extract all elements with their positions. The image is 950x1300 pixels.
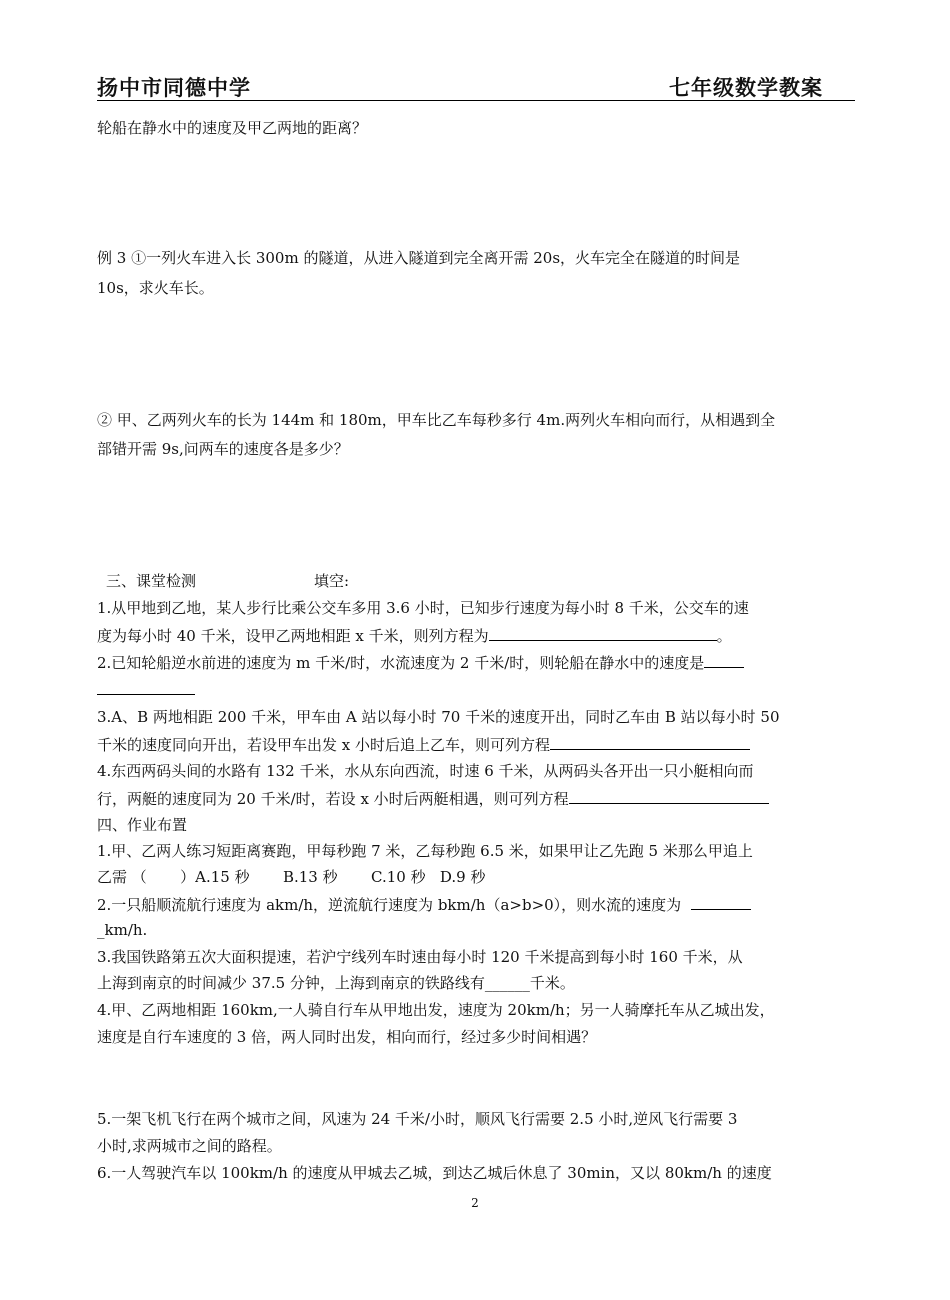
- text-line: [97, 678, 195, 701]
- text-line: [97, 893, 751, 916]
- text-segment: 度为每小时 40 千米，设甲乙两地相距 x 千米，则列方程为: [97, 627, 489, 645]
- answer-blank: [550, 733, 750, 750]
- page-number: 2: [471, 1196, 479, 1210]
- text-line: 10s，求火车长。: [97, 279, 214, 297]
- text-line: 小时,求两城市之间的路程。: [97, 1137, 282, 1155]
- text-line: [97, 787, 769, 810]
- text-line: 例 3 ①一列火车进入长 300m 的隧道，从进入隧道到完全离开需 20s，火车完全在隧道的时间是: [97, 249, 741, 267]
- section-heading: 四、作业布置: [97, 816, 188, 834]
- text-line: [97, 624, 732, 647]
- text-segment: 2.一只船顺流航行速度为 akm/h，逆流航行速度为 bkm/h（a>b>0），则水流的速度为: [97, 896, 682, 914]
- answer-blank: [97, 678, 195, 695]
- text-line: 上海到南京的时间减少 37.5 分钟，上海到南京的铁路线有______千米。: [97, 974, 575, 992]
- document-title: 七年级数学教案: [669, 76, 823, 100]
- text-line: 1.从甲地到乙地，某人步行比乘公交车多用 3.6 小时，已知步行速度为每小时 8 千米，公交车的速: [97, 599, 749, 617]
- page-header: [97, 72, 855, 101]
- answer-blank: [569, 787, 769, 804]
- text-line: 5.一架飞机飞行在两个城市之间，风速为 24 千米/小时，顺风飞行需要 2.5 小时,逆风飞行需要 3: [97, 1110, 738, 1128]
- school-name: 扬中市同德中学: [97, 76, 251, 100]
- text-segment: 。: [716, 627, 732, 645]
- answer-blank: [691, 893, 751, 910]
- text-line: _km/h.: [97, 921, 148, 939]
- text-line: 6.一人驾驶汽车以 100km/h 的速度从甲城去乙城，到达乙城后休息了 30min，又以 80km/h 的速度: [97, 1164, 772, 1182]
- answer-blank: [489, 624, 717, 641]
- text-line: [97, 733, 750, 756]
- text-line: ② 甲、乙两列火车的长为 144m 和 180m，甲车比乙车每秒多行 4m.两列火车相向而行，从相遇到全: [97, 411, 776, 429]
- text-line: 部错开需 9s,问两车的速度各是多少？: [97, 440, 349, 458]
- text-segment: 2.已知轮船逆水前进的速度为 m 千米/时，水流速度为 2 千米/时，则轮船在静水中的速度是: [97, 654, 705, 672]
- text-segment: 千米的速度同向开出，若设甲车出发 x 小时后追上乙车，则可列方程: [97, 736, 550, 754]
- text-line: [97, 651, 744, 674]
- text-segment: 行，两艇的速度同为 20 千米/时，若设 x 小时后两艇相遇，则可列方程: [97, 790, 569, 808]
- text-line: 4.甲、乙两地相距 160km,一人骑自行车从甲地出发，速度为 20km/h；另一人骑摩托车从乙城出发，: [97, 1001, 775, 1019]
- answer-blank: [704, 651, 744, 668]
- text-line: 速度是自行车速度的 3 倍，两人同时出发，相向而行，经过多少时间相遇？: [97, 1028, 597, 1046]
- section-subheading: 填空:: [314, 572, 350, 590]
- text-line: 1.甲、乙两人练习短距离赛跑，甲每秒跑 7 米，乙每秒跑 6.5 米，如果甲让乙先跑 5 米那么甲追上: [97, 842, 753, 860]
- section-heading: 三、课堂检测: [106, 572, 197, 590]
- text-line: 轮船在静水中的速度及甲乙两地的距离？: [97, 119, 368, 137]
- text-line: 3.A、B 两地相距 200 千米，甲车由 A 站以每小时 70 千米的速度开出，同时乙车由 B 站以每小时 50: [97, 708, 780, 726]
- text-line: 4.东西两码头间的水路有 132 千米，水从东向西流，时速 6 千米，从两码头各开出一只小艇相向而: [97, 762, 754, 780]
- text-line: 乙需 （ ）A.15 秒 B.13 秒 C.10 秒 D.9 秒: [97, 868, 486, 886]
- text-line: 3.我国铁路第五次大面积提速，若沪宁线列车时速由每小时 120 千米提高到每小时 160 千米，从: [97, 948, 743, 966]
